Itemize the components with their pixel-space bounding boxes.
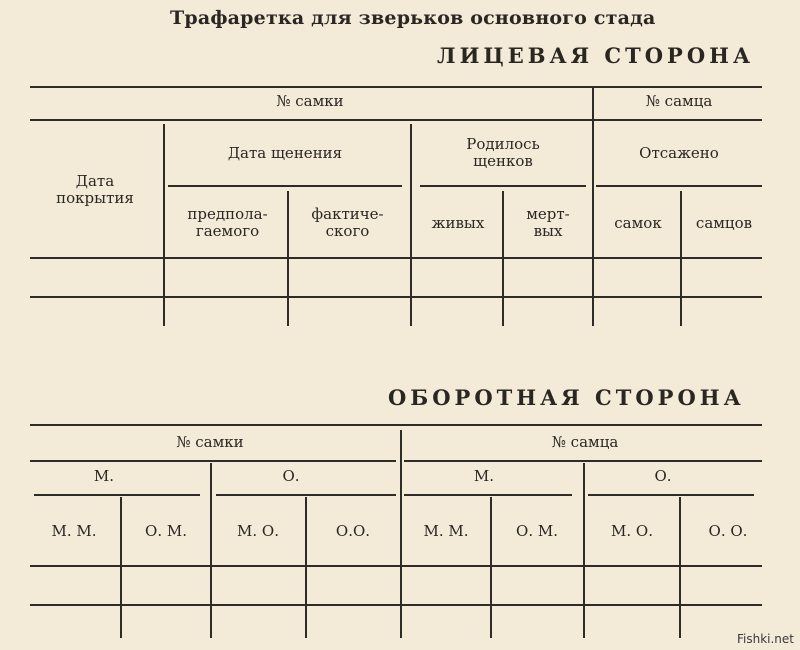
back-column-label: М. М.: [423, 522, 469, 540]
back-divider-col-7: [679, 497, 681, 638]
back-male-o-label: О.: [654, 467, 672, 485]
back-male-m-label: М.: [473, 467, 495, 485]
back-male-number-label: № самца: [551, 433, 619, 451]
front-top-line: [30, 86, 762, 88]
back-column-label: М. М.: [51, 522, 97, 540]
front-header-line: [30, 119, 762, 121]
back-sub-line-1: [34, 494, 200, 496]
back-column-label: М. О.: [237, 522, 279, 540]
back-column-label: О. О.: [708, 522, 748, 540]
back-header-line-left: [30, 460, 396, 462]
back-column-label: М. О.: [611, 522, 653, 540]
back-body-top-line: [30, 565, 762, 567]
back-sub-line-2: [216, 494, 396, 496]
front-female-number-label: № самки: [276, 92, 344, 110]
document-title: Трафаретка для зверьков основного стада: [170, 7, 656, 29]
front-divider-main: [592, 86, 594, 326]
back-divider-female: [210, 463, 212, 638]
back-column-label: О. М.: [516, 522, 558, 540]
back-top-line: [30, 424, 762, 426]
back-header-line-right: [404, 460, 762, 462]
front-divider-alive: [502, 191, 504, 326]
back-sub-line-3: [404, 494, 572, 496]
back-female-o-label: О.: [282, 467, 300, 485]
front-divider-date: [163, 124, 165, 326]
front-subheader-line-3: [596, 185, 762, 187]
front-divider-born: [410, 124, 412, 326]
front-body-top-line: [30, 257, 762, 259]
front-male-number-label: № самца: [645, 92, 713, 110]
front-side-title: ЛИЦЕВАЯ СТОРОНА: [437, 43, 755, 68]
separated-label: Отсажено: [639, 144, 719, 162]
back-entry-line: [30, 604, 762, 606]
front-subheader-line-2: [420, 185, 586, 187]
separated-females-label: самок: [614, 214, 662, 232]
back-column-label: О. М.: [145, 522, 187, 540]
watermark: Fishki.net: [736, 632, 794, 646]
born-pups-label: Родилось щенков: [466, 135, 540, 171]
expected-date-label: предпола- гаемого: [187, 205, 268, 241]
front-divider-sep: [680, 191, 682, 326]
back-divider-male: [583, 463, 585, 638]
back-divider-col-5: [490, 497, 492, 638]
back-female-m-label: М.: [93, 467, 115, 485]
back-divider-col-1: [120, 497, 122, 638]
back-divider-col-3: [305, 497, 307, 638]
actual-date-label: фактиче- ского: [311, 205, 384, 241]
alive-pups-label: живых: [431, 214, 485, 232]
back-column-label: О.О.: [335, 522, 371, 540]
back-sub-line-4: [588, 494, 754, 496]
front-entry-line: [30, 296, 762, 298]
back-female-number-label: № самки: [176, 433, 244, 451]
mating-date-label: Дата покрытия: [56, 172, 134, 208]
dead-pups-label: мерт- вых: [526, 205, 570, 241]
whelping-date-label: Дата щенения: [227, 144, 343, 162]
front-divider-whelp: [287, 191, 289, 326]
back-side-title: ОБОРОТНАЯ СТОРОНА: [388, 385, 745, 410]
separated-males-label: самцов: [695, 214, 753, 232]
front-subheader-line-1: [168, 185, 402, 187]
